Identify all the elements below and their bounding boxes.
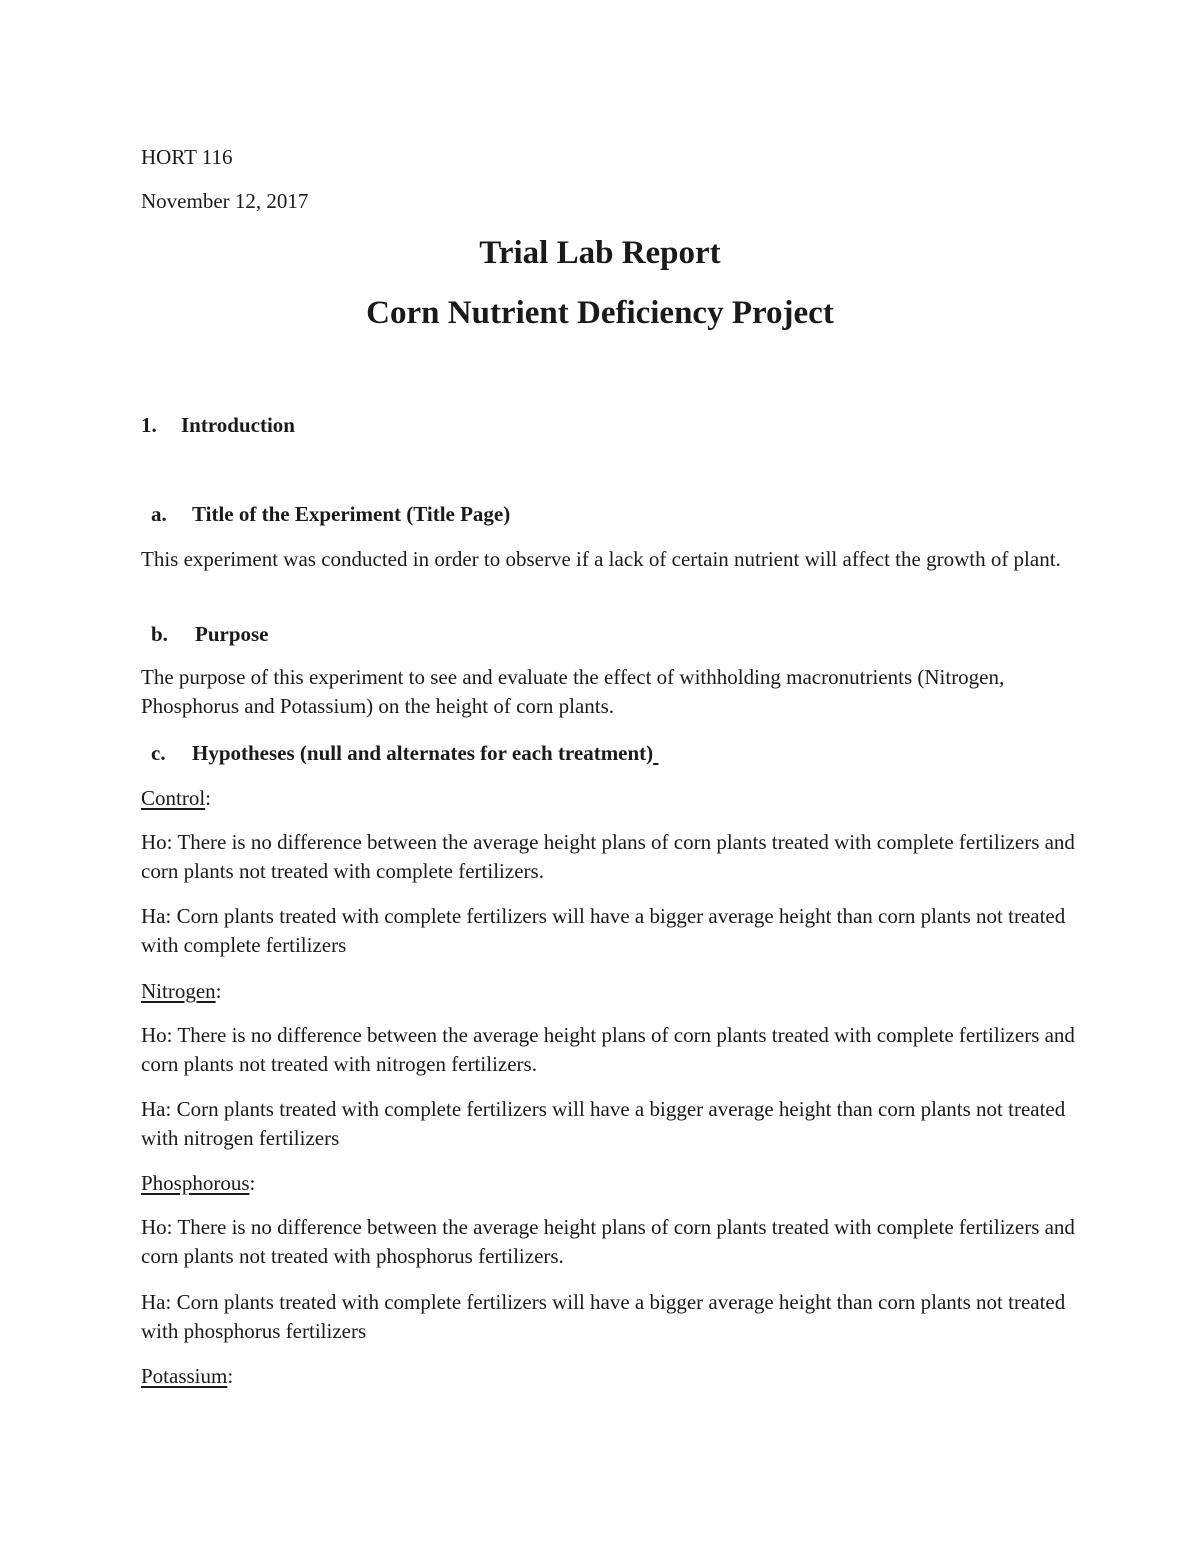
- subsection-b-body: The purpose of this experiment to see and evaluate the effect of withholding macronutrients (Nitrogen, Phosphorus and Potassium) on the height of corn plants.: [141, 665, 1005, 718]
- treatment-potassium-label: [141, 1362, 233, 1391]
- report-title: Trial Lab Report: [479, 235, 721, 271]
- subsection-marker: b.: [151, 622, 168, 646]
- subsection-b-heading: [151, 620, 269, 649]
- subsection-c-heading: [151, 739, 658, 768]
- section-introduction-heading: [141, 411, 295, 440]
- subsection-marker: c.: [151, 741, 166, 765]
- subsection-a-body: This experiment was conducted in order to observe if a lack of certain nutrient will affect the growth of plant.: [141, 547, 1061, 571]
- label-colon: :: [215, 979, 222, 1003]
- subsection-marker: a.: [151, 502, 167, 526]
- treatment-control-label: [141, 784, 211, 813]
- phosphorous-null-hypothesis: Ho: There is no difference between the average height plans of corn plants treated with complete fertilizers and corn plants not treated with phosphorus fertilizers.: [141, 1215, 1075, 1268]
- section-number: 1.: [141, 413, 157, 437]
- label-colon: :: [227, 1364, 234, 1388]
- control-null-hypothesis: Ho: There is no difference between the average height plans of corn plants treated with complete fertilizers and corn plants not treated with complete fertilizers.: [141, 830, 1075, 883]
- heading-trailing-underline: [653, 741, 658, 765]
- subsection-title: Hypotheses (null and alternates for each treatment): [192, 741, 654, 765]
- nitrogen-null-hypothesis: Ho: There is no difference between the average height plans of corn plants treated with complete fertilizers and corn plants not treated with nitrogen fertilizers.: [141, 1023, 1075, 1076]
- control-alternate-hypothesis: Ha: Corn plants treated with complete fertilizers will have a bigger average height than corn plants not treated with complete fertilizers: [141, 904, 1066, 957]
- report-subtitle: Corn Nutrient Deficiency Project: [366, 295, 834, 331]
- label-colon: :: [205, 786, 212, 810]
- subsection-title: Purpose: [195, 622, 269, 646]
- treatment-name: Nitrogen: [141, 979, 216, 1003]
- treatment-name: Phosphorous: [141, 1171, 250, 1195]
- label-colon: :: [249, 1171, 256, 1195]
- report-date: November 12, 2017: [141, 189, 309, 213]
- subsection-title: Title of the Experiment (Title Page): [192, 502, 511, 526]
- treatment-name: Control: [141, 786, 206, 810]
- nitrogen-alternate-hypothesis: Ha: Corn plants treated with complete fertilizers will have a bigger average height than corn plants not treated with nitrogen fertilizers: [141, 1097, 1066, 1150]
- treatment-nitrogen-label: [141, 977, 222, 1006]
- treatment-phosphorous-label: [141, 1169, 255, 1198]
- course-code: HORT 116: [141, 145, 233, 169]
- treatment-name: Potassium: [141, 1364, 228, 1388]
- phosphorous-alternate-hypothesis: Ha: Corn plants treated with complete fertilizers will have a bigger average height than corn plants not treated with phosphorus fertilizers: [141, 1290, 1066, 1343]
- subsection-a-heading: [151, 500, 510, 529]
- section-title: Introduction: [181, 413, 295, 437]
